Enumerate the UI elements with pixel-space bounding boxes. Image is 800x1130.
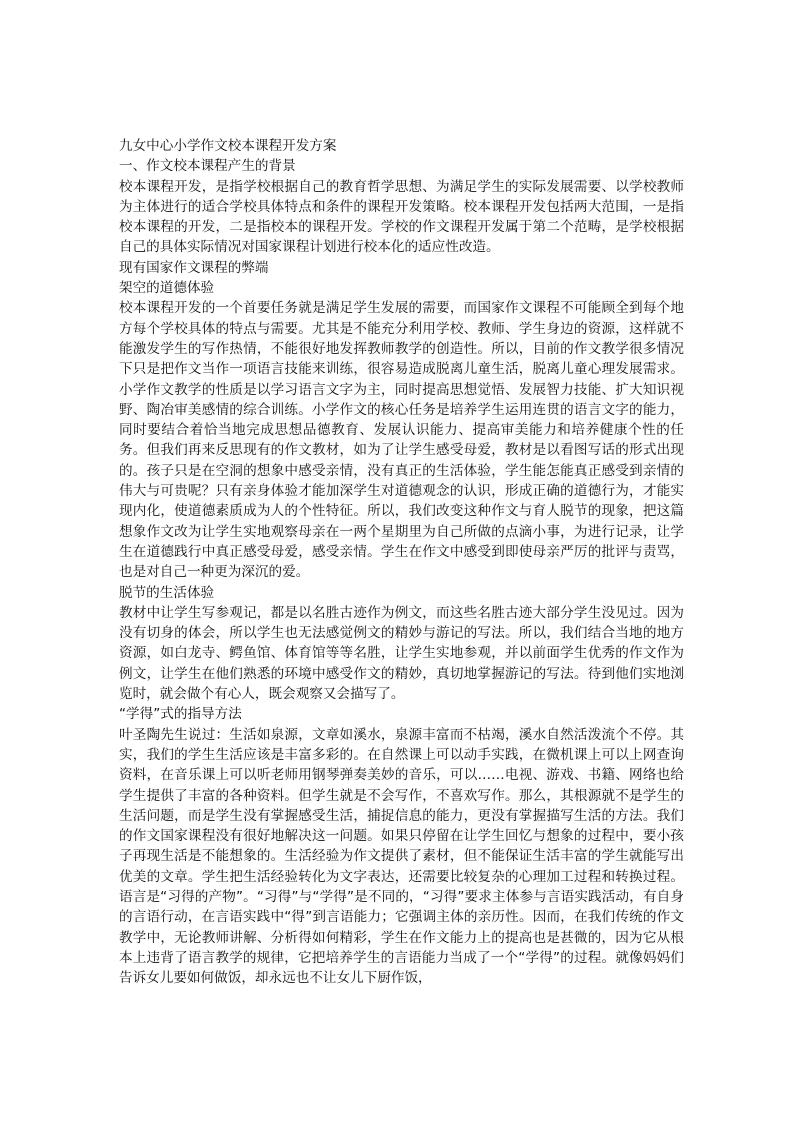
- subheading-life-experience: 脱节的生活体验: [119, 584, 215, 601]
- section-heading-background: 一、作文校本课程产生的背景: [119, 158, 296, 175]
- subheading-guidance-method: “学得”式的指导方法: [119, 706, 242, 723]
- section-heading-drawbacks: 现有国家作文课程的弊端: [119, 259, 269, 276]
- paragraph-background: 校本课程开发，是指学校根据自己的教育哲学思想、为满足学生的实际发展需要、以学校教师为主体进行的适合学校具体特点和条件的课程开发策略。校本课程开发包括两大范围，一是指校本课程的开发，二是指校本的课程开发。学校的作文课程开发属于第二个范畴，是学校根据自己的具体实际情况对国家课程计划进行校本化的适应性改造。: [119, 178, 684, 256]
- document-page: [119, 136, 684, 988]
- subheading-moral-experience: 架空的道德体验: [119, 280, 215, 297]
- paragraph-guidance-method: 叶圣陶先生说过：生活如泉源，文章如溪水，泉源丰富而不枯竭，溪水自然活泼流个不停。其实，我们的学生生活应该是丰富多彩的。在自然课上可以动手实践，在微机课上可以上网查询资料，在音乐课上可以听老师用钢琴弹奏美妙的音乐，可以……电视、游戏、书籍、网络也给学生提供了丰富的各种资料。但学生就是不会写作，不喜欢写作。那么，其根源就不是学生的生活问题，而是学生没有掌握感受生活，捕捉信息的能力，更没有掌握描写生活的方法。我们的作文国家课程没有很好地解决这一问题。如果只停留在让学生回忆与想象的过程中，要小孩子再现生活是不能想象的。生活经验为作文提供了素材，但不能保证生活丰富的学生就能写出优美的文章。学生把生活经验转化为文字表达，还需要比较复杂的心理加工过程和转换过程。语言是“习得的产物”。“习得”与“学得”是不同的，“习得”要求主体参与言语实践活动，有自身的言语行动，在言语实践中“得”到言语能力；它强调主体的亲历性。因而，在我们传统的作文教学中，无论教师讲解、分析得如何精彩，学生在作文能力上的提高也是甚微的，因为它从根本上违背了语言教学的规律，它把培养学生的言语能力当成了一个“学得”的过程。就像妈妈们告诉女儿要如何做饭，却永远也不让女儿下厨作饭，: [119, 726, 684, 987]
- paragraph-moral-experience: 校本课程开发的一个首要任务就是满足学生发展的需要，而国家作文课程不可能顾全到每个地方每个学校具体的特点与需要。尤其是不能充分利用学校、教师、学生身边的资源，这样就不能激发学生的写作热情，不能很好地发挥教师教学的创造性。所以，目前的作文教学很多情况下只是把作文当作一项语言技能来训练，很容易造成脱离儿童生活，脱离儿童心理发展需求。小学作文教学的性质是以学习语言文字为主，同时提高思想觉悟、发展智力技能、扩大知识视野、陶冶审美感情的综合训练。小学作文的核心任务是培养学生运用连贯的语言文字的能力，同时要结合着恰当地完成思想品德教育、发展认识能力、提高审美能力和培养健康个性的任务。但我们再来反思现有的作文教材，如为了让学生感受母爱，教材是以看图写话的形式出现的。孩子只是在空洞的想象中感受亲情，没有真正的生活体验，学生能怎能真正感受到亲情的伟大与可贵呢？只有亲身体验才能加深学生对道德观念的认识，形成正确的道德行为，才能实现内化，使道德素质成为人的个性特征。所以，我们改变这种作文与育人脱节的现象，把这篇想象作文改为让学生实地观察母亲在一两个星期里为自己所做的点滴小事，为进行记录，让学生在道德践行中真正感受母爱，感受亲情。学生在作文中感受到即使母亲严厉的批评与责骂，也是对自己一种更为深沉的爱。: [119, 300, 684, 581]
- document-title: 九女中心小学作文校本课程开发方案: [119, 138, 337, 154]
- paragraph-life-experience: 教材中让学生写参观记，都是以名胜古迹作为例文，而这些名胜古迹大部分学生没见过。因为没有切身的体会，所以学生也无法感觉例文的精妙与游记的写法。所以，我们结合当地的地方资源，如白龙寺、鳄鱼馆、体育馆等等名胜，让学生实地参观，并以前面学生优秀的作文作为例文，让学生在他们熟悉的环境中感受作文的精妙，真切地掌握游记的写法。待到他们实地浏览时，就会做个有心人，既会观察又会描写了。: [119, 604, 684, 703]
